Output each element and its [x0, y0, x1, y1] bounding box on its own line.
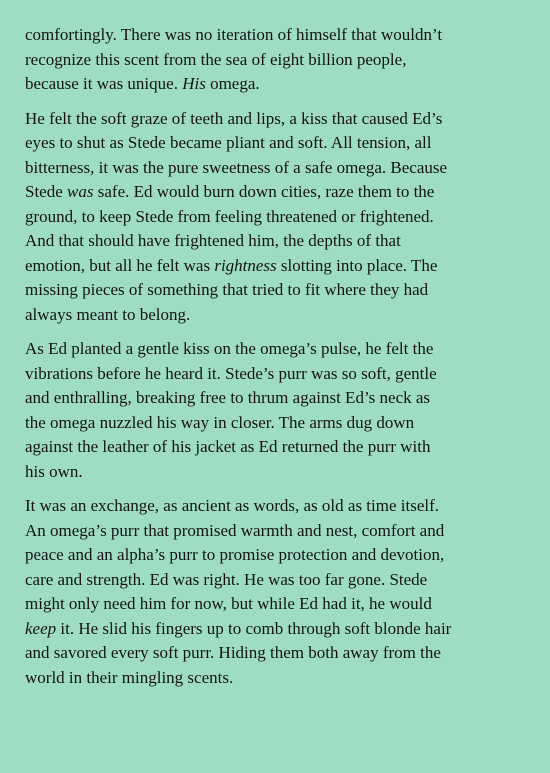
- text-line: [25, 303, 530, 328]
- story-text: [25, 23, 530, 690]
- text-segment: ground, to keep Stede from feeling threatened or frightened.: [25, 206, 434, 226]
- text-segment: As Ed planted a gentle kiss on the omega’s pulse, he felt the: [25, 339, 434, 358]
- text-segment: against the leather of his jacket as Ed returned the purr with: [25, 437, 431, 456]
- text-line: [25, 107, 530, 132]
- text-line: [25, 337, 530, 362]
- text-segment: bitterness, it was the pure sweetness of a safe omega. Because: [25, 157, 448, 177]
- text-line: [25, 386, 530, 411]
- text-line: [25, 494, 530, 519]
- text-segment: omega.: [205, 74, 260, 93]
- text-line: [25, 229, 530, 254]
- text-line: [25, 180, 530, 205]
- text-line: [25, 460, 530, 485]
- text-line: [25, 435, 530, 460]
- text-line: [25, 131, 530, 156]
- text-segment: It was an exchange, as ancient as words, as old as time itself.: [25, 496, 440, 515]
- text-segment: Stede: [25, 182, 68, 201]
- text-line: [25, 23, 530, 48]
- text-segment: world in their mingling scents.: [25, 667, 234, 687]
- text-segment: missing pieces of something that tried to fit where they had: [25, 280, 429, 299]
- story-paragraph: [25, 107, 530, 328]
- text-segment: And that should have frightened him, the depths of that: [25, 231, 401, 250]
- text-line: [25, 592, 530, 617]
- text-segment: always meant to belong.: [25, 304, 191, 324]
- text-segment: vibrations before he heard it. Stede’s purr was so soft, gentle: [25, 363, 437, 383]
- text-segment: peace and an alpha’s purr to promise protection and devotion,: [25, 545, 445, 564]
- text-segment: might only need him for now, but while Ed had it, he would: [25, 594, 432, 613]
- text-segment: it. He slid his fingers up to comb through soft blonde hair: [56, 618, 452, 638]
- text-line: [25, 254, 530, 279]
- text-line: [25, 519, 530, 544]
- text-line: [25, 568, 530, 593]
- text-segment: recognize this scent from the sea of eight billion people,: [25, 49, 407, 69]
- text-segment: care and strength. Ed was right. He was too far gone. Stede: [25, 569, 428, 589]
- italic-emphasis: His: [182, 74, 206, 93]
- story-paragraph: [25, 23, 530, 97]
- text-segment: the omega nuzzled his way in closer. The arms dug down: [25, 412, 415, 432]
- text-segment: eyes to shut as Stede became pliant and soft. All tension, all: [25, 133, 432, 152]
- text-line: [25, 543, 530, 568]
- text-segment: He felt the soft graze of teeth and lips, a kiss that caused Ed’s: [25, 108, 443, 128]
- text-segment: and savored every soft purr. Hiding them both away from the: [25, 643, 441, 662]
- text-line: [25, 362, 530, 387]
- italic-emphasis: was: [67, 182, 94, 201]
- text-line: [25, 666, 530, 691]
- italic-emphasis: rightness: [214, 255, 277, 275]
- text-line: [25, 641, 530, 666]
- text-segment: safe. Ed would burn down cities, raze them to the: [93, 182, 435, 201]
- text-segment: comfortingly. There was no iteration of himself that wouldn’t: [25, 25, 443, 44]
- text-line: [25, 411, 530, 436]
- text-line: [25, 72, 530, 97]
- text-segment: his own.: [25, 461, 83, 481]
- text-line: [25, 48, 530, 73]
- story-paragraph: [25, 494, 530, 690]
- text-segment: An omega’s purr that promised warmth and nest, comfort and: [25, 520, 445, 540]
- text-segment: and enthralling, breaking free to thrum against Ed’s neck as: [25, 388, 431, 407]
- text-segment: emotion, but all he felt was: [25, 255, 215, 275]
- text-line: [25, 156, 530, 181]
- text-segment: because it was unique.: [25, 74, 183, 93]
- text-line: [25, 617, 530, 642]
- text-segment: slotting into place. The: [276, 255, 438, 275]
- story-paragraph: [25, 337, 530, 484]
- italic-emphasis: keep: [25, 618, 57, 638]
- text-line: [25, 278, 530, 303]
- text-line: [25, 205, 530, 230]
